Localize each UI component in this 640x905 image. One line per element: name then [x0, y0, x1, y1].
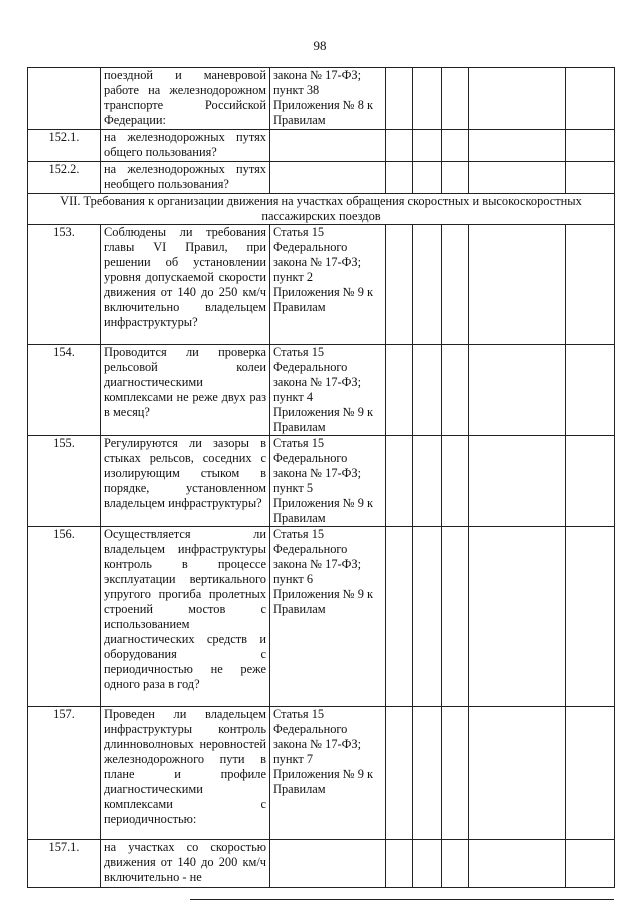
answer-no-cell [413, 162, 442, 194]
table-row [28, 527, 615, 707]
answer-na-cell [442, 68, 469, 130]
answer-na-cell [442, 527, 469, 707]
legal-reference: закона № 17-ФЗ; пункт 38 Приложения № 8 к Правилам [270, 68, 386, 130]
row-number: 156. [28, 527, 101, 707]
table-row [28, 345, 615, 436]
answer-no-cell [413, 225, 442, 345]
answer-yes-cell [386, 840, 413, 888]
answer-yes-cell [386, 68, 413, 130]
table-row [28, 68, 615, 130]
notes-cell [469, 130, 566, 162]
extra-cell [566, 707, 615, 840]
notes-cell [469, 707, 566, 840]
answer-no-cell [413, 707, 442, 840]
row-number: 153. [28, 225, 101, 345]
legal-reference [270, 130, 386, 162]
table-row [28, 162, 615, 194]
row-number [28, 68, 101, 130]
notes-cell [469, 436, 566, 527]
answer-no-cell [413, 840, 442, 888]
legal-reference: Статья 15 Федерального закона № 17-ФЗ; пункт 6 Приложения № 9 к Правилам [270, 527, 386, 707]
extra-cell [566, 840, 615, 888]
section-title: VII. Требования к организации движения на участках обращения скоростных и высокоскоростных пассажирских поездов [28, 194, 615, 225]
table-row [28, 840, 615, 888]
answer-yes-cell [386, 707, 413, 840]
answer-yes-cell [386, 225, 413, 345]
row-number: 152.1. [28, 130, 101, 162]
answer-yes-cell [386, 436, 413, 527]
table-row [28, 225, 615, 345]
table-row [28, 130, 615, 162]
notes-cell [469, 840, 566, 888]
answer-yes-cell [386, 527, 413, 707]
notes-cell [469, 68, 566, 130]
row-number: 154. [28, 345, 101, 436]
legal-reference [270, 840, 386, 888]
question-text: Проводится ли проверка рельсовой колеи диагностическими комплексами не реже двух раз в месяц? [101, 345, 270, 436]
table-row [28, 707, 615, 840]
legal-reference: Статья 15 Федерального закона № 17-ФЗ; пункт 5 Приложения № 9 к Правилам [270, 436, 386, 527]
answer-no-cell [413, 527, 442, 707]
row-number: 157. [28, 707, 101, 840]
legal-reference: Статья 15 Федерального закона № 17-ФЗ; пункт 4 Приложения № 9 к Правилам [270, 345, 386, 436]
answer-yes-cell [386, 162, 413, 194]
row-number: 155. [28, 436, 101, 527]
row-number: 157.1. [28, 840, 101, 888]
page-number: 98 [313, 38, 327, 53]
question-text: Проведен ли владельцем инфраструктуры контроль длинноволновых неровностей железнодорожного пути в плане и профиле диагностическими комплексами с периодичностью: [101, 707, 270, 840]
extra-cell [566, 68, 615, 130]
question-text: Соблюдены ли требования главы VI Правил, при решении об установлении уровня допускаемой скорости движения от 140 до 250 км/ч включительно владельцем инфраструктуры? [101, 225, 270, 345]
answer-na-cell [442, 225, 469, 345]
extra-cell [566, 436, 615, 527]
answer-no-cell [413, 345, 442, 436]
notes-cell [469, 162, 566, 194]
extra-cell [566, 130, 615, 162]
question-text: поездной и маневровой работе на железнодорожном транспорте Российской Федерации: [101, 68, 270, 130]
answer-na-cell [442, 130, 469, 162]
extra-cell [566, 527, 615, 707]
page-bottom-divider [190, 899, 614, 900]
question-text: Осуществляется ли владельцем инфраструктуры контроль в процессе эксплуатации вертикального упругого прогиба пролетных строений мостов с использованием диагностических средств и оборудования с периодичностью не реже одного раза в год? [101, 527, 270, 707]
question-text: на участках со скоростью движения от 140 до 200 км/ч включительно - не [101, 840, 270, 888]
answer-na-cell [442, 707, 469, 840]
question-text: на железнодорожных путях общего пользования? [101, 130, 270, 162]
row-number: 152.2. [28, 162, 101, 194]
question-text: на железнодорожных путях необщего пользования? [101, 162, 270, 194]
answer-no-cell [413, 68, 442, 130]
question-text: Регулируются ли зазоры в стыках рельсов, соседних с изолирующим стыком в порядке, установленном владельцем инфраструктуры? [101, 436, 270, 527]
legal-reference: Статья 15 Федерального закона № 17-ФЗ; пункт 7 Приложения № 9 к Правилам [270, 707, 386, 840]
table-row [28, 436, 615, 527]
legal-reference: Статья 15 Федерального закона № 17-ФЗ; пункт 2 Приложения № 9 к Правилам [270, 225, 386, 345]
extra-cell [566, 225, 615, 345]
answer-no-cell [413, 436, 442, 527]
answer-no-cell [413, 130, 442, 162]
answer-na-cell [442, 840, 469, 888]
notes-cell [469, 527, 566, 707]
notes-cell [469, 345, 566, 436]
notes-cell [469, 225, 566, 345]
answer-na-cell [442, 436, 469, 527]
answer-yes-cell [386, 345, 413, 436]
extra-cell [566, 162, 615, 194]
answer-na-cell [442, 345, 469, 436]
answer-yes-cell [386, 130, 413, 162]
answer-na-cell [442, 162, 469, 194]
legal-reference [270, 162, 386, 194]
extra-cell [566, 345, 615, 436]
checklist-table [27, 67, 615, 888]
section-header-row [28, 194, 615, 225]
